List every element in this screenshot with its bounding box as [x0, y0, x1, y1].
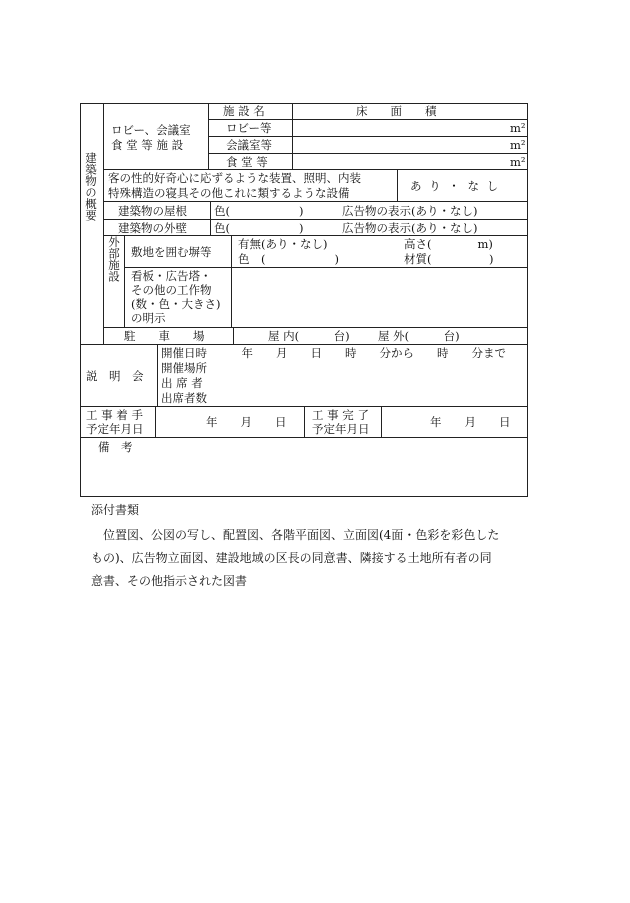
wall-label: 建築物の外壁 [118, 221, 187, 235]
parking-divider [233, 327, 234, 344]
rule-under-meeting [208, 153, 528, 154]
remarks-label: 備 考 [98, 440, 133, 454]
fence-material: 材質( ) [404, 252, 494, 266]
exterior-label-divider [231, 235, 232, 327]
rule-above-remarks [80, 437, 528, 438]
facility-name-header: 施 設 名 [223, 104, 265, 118]
rule-under-header [208, 119, 528, 120]
start-date-divider [304, 406, 305, 437]
attachments-line-1: 位置図、公図の写し、配置図、各階平面図、立面図(4面・色彩を彩色した [103, 528, 500, 542]
exterior-side-divider [124, 235, 125, 327]
exterior-side-label: 外部施設 [107, 236, 121, 282]
construction-start-label-2: 予定年月日 [86, 422, 144, 436]
side-label-divider [103, 103, 104, 344]
construction-end-date: 年 月 日 [430, 415, 511, 429]
rule-under-fence [124, 267, 528, 268]
wall-ad: 広告物の表示(あり・なし) [342, 221, 478, 235]
facility-name-divider [292, 103, 293, 169]
parking-outdoor: 屋 外( 台) [378, 329, 460, 343]
briefing-place: 開催場所 [161, 361, 207, 375]
fence-presence: 有無(あり・なし) [238, 237, 328, 251]
table-bottom-border [80, 496, 528, 497]
table-top-border [80, 103, 528, 104]
rule-under-wall [104, 235, 528, 236]
attachments-line-2: もの)、広告物立面図、建設地域の区長の同意書、隣接する土地所有者の同 [91, 551, 492, 565]
rule-above-briefing [80, 344, 528, 345]
parking-indoor: 屋 内( 台) [268, 329, 350, 343]
fence-color: 色 ( ) [238, 252, 339, 266]
rule-under-lobby-group [104, 169, 528, 170]
briefing-label-divider [157, 344, 158, 406]
briefing-attendees: 出 席 者 [161, 376, 203, 390]
construction-end-label-2: 予定年月日 [312, 422, 370, 436]
roof-wall-divider [210, 201, 211, 235]
lobby-group-divider [208, 103, 209, 169]
start-label-divider [155, 406, 156, 437]
roof-color: 色( ) [214, 204, 304, 218]
sign-label-1: 看板・広告塔・ [131, 269, 212, 283]
fence-label: 敷地を囲む塀等 [131, 245, 212, 259]
parking-label: 駐 車 場 [124, 329, 205, 343]
equipment-value: あ り ・ な し [410, 179, 499, 193]
rule-under-lobby [208, 136, 528, 137]
rule-under-equipment [104, 201, 528, 202]
lobby-group-label-2: 食 堂 等 施 設 [111, 138, 184, 152]
rule-under-roof [104, 219, 528, 220]
construction-start-date: 年 月 日 [206, 415, 287, 429]
roof-ad: 広告物の表示(あり・なし) [342, 204, 478, 218]
attachments-title: 添付書類 [91, 503, 140, 517]
facility-meeting-label: 会議室等 [226, 138, 272, 152]
roof-label: 建築物の屋根 [118, 204, 187, 218]
facility-lobby-unit: m² [510, 121, 526, 135]
table-right-border [527, 103, 528, 497]
construction-end-label-1: 工 事 完 了 [312, 408, 369, 422]
sign-label-2: その他の工作物 [131, 283, 212, 297]
briefing-count: 出席者数 [161, 391, 207, 405]
equipment-value-divider [397, 169, 398, 201]
facility-dining-label: 食 堂 等 [226, 155, 268, 169]
building-overview-side-label: 建築物の概要 [84, 152, 98, 221]
facility-lobby-label: ロビー等 [226, 121, 272, 135]
facility-meeting-unit: m² [510, 138, 526, 152]
lobby-group-label-1: ロビー、会議室 [111, 123, 191, 137]
facility-dining-unit: m² [510, 155, 526, 169]
sign-label-4: の明示 [131, 311, 166, 325]
briefing-datetime: 開催日時 年 月 日 時 分から 時 分まで [161, 346, 506, 360]
equipment-label-1: 客の性的好奇心に応ずるような装置、照明、内装 [108, 171, 361, 185]
wall-color: 色( ) [214, 221, 304, 235]
sign-label-3: (数・色・大きさ) [131, 297, 221, 311]
end-label-divider [381, 406, 382, 437]
floor-area-header: 床 面 積 [356, 104, 437, 118]
attachments-line-3: 意書、その他指示された図書 [91, 574, 248, 588]
briefing-label: 説 明 会 [86, 369, 144, 383]
equipment-label-2: 特殊構造の寝具その他これに類するような設備 [108, 186, 350, 200]
construction-start-label-1: 工 事 着 手 [86, 408, 143, 422]
rule-above-parking [104, 327, 528, 328]
fence-height: 高さ( m) [404, 237, 493, 251]
